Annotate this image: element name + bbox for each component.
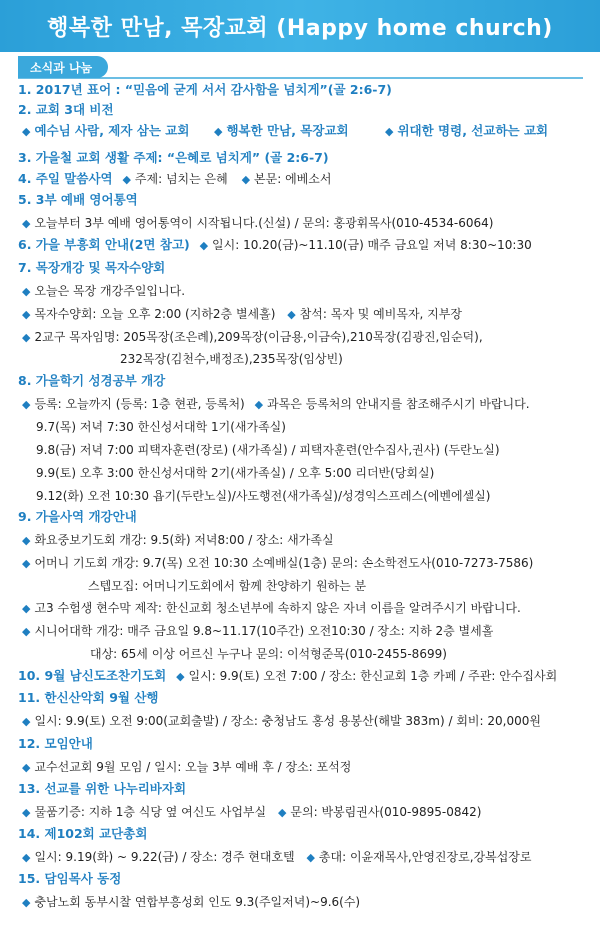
item-8f: 9.12(화) 오전 10:30 욥기(두란노실)/사도행전(새가족실)/성경익스프레스(에벤에셀실) — [36, 489, 491, 503]
item-8a: 등록: 오늘까지 (등록: 1층 현관, 등록처) — [34, 397, 245, 411]
diamond-bullet-icon: ◆ — [22, 285, 31, 298]
item-11: 일시: 9.9(토) 오전 9:00(교회출발) / 장소: 충청남도 홍성 용봉산(해발 383m) / 회비: 20,000원 — [34, 714, 541, 728]
item-9a: 화요중보기도회 개강: 9.5(화) 저녁8:00 / 장소: 새가족실 — [34, 533, 334, 547]
heading-10: 10. 9월 남신도조찬기도회 — [18, 668, 167, 683]
diamond-bullet-icon: ◆ — [22, 715, 31, 728]
diamond-bullet-icon: ◆ — [22, 761, 31, 774]
item-14b: 총대: 이윤재목사,안영진장로,강복섭장로 — [318, 850, 532, 864]
vision-3: 위대한 명령, 선교하는 교회 — [397, 123, 549, 138]
diamond-bullet-icon: ◆ — [22, 308, 31, 321]
diamond-bullet-icon: ◆ — [176, 670, 185, 683]
diamond-bullet-icon: ◆ — [287, 308, 296, 321]
heading-9: 9. 가을사역 개강안내 — [18, 509, 137, 524]
item-6: 일시: 10.20(금)~11.10(금) 매주 금요일 저녁 8:30~10:30 — [212, 238, 532, 252]
row-12 — [22, 759, 351, 776]
item-7c: 참석: 목자 및 예비목자, 지부장 — [299, 307, 462, 321]
row-4 — [18, 171, 331, 188]
row-5 — [22, 215, 493, 232]
diamond-bullet-icon: ◆ — [22, 625, 31, 638]
item-7a: 오늘은 목장 개강주일입니다. — [34, 284, 186, 298]
diamond-bullet-icon: ◆ — [22, 851, 31, 864]
row-9e — [22, 623, 493, 640]
diamond-bullet-icon: ◆ — [22, 557, 31, 570]
vision-1: 예수님 사람, 제자 삼는 교회 — [34, 123, 190, 138]
page-title: 행복한 만남, 목장교회 (Happy home church) — [47, 15, 553, 41]
item-9d: 고3 수험생 현수막 제작: 한신교회 청소년부에 속하지 않은 자녀 이름을 알려주시기 바랍니다. — [34, 601, 521, 615]
heading-3: 3. 가을철 교회 생활 주제: “은혜로 넘치게” (골 2:6-7) — [18, 150, 329, 165]
heading-13: 13. 선교를 위한 나누리바자회 — [18, 781, 187, 796]
item-12: 교수선교회 9월 모임 / 일시: 오늘 3부 예배 후 / 장소: 포석정 — [34, 760, 352, 774]
diamond-bullet-icon: ◆ — [22, 896, 31, 909]
item-15: 충남노회 동부시찰 연합부흥성회 인도 9.3(주일저녁)~9.6(수) — [34, 895, 361, 909]
item-4a: 주제: 넘치는 은혜 — [134, 172, 228, 186]
heading-14: 14. 제102회 교단총회 — [18, 826, 148, 841]
header-banner — [0, 0, 600, 52]
heading-11: 11. 한신산악회 9월 산행 — [18, 690, 159, 705]
diamond-bullet-icon: ◆ — [306, 851, 315, 864]
heading-6: 6. 가을 부흥회 안내(2면 참고) — [18, 237, 190, 252]
row-7a — [22, 283, 185, 300]
diamond-bullet-icon: ◆ — [254, 398, 264, 411]
heading-5: 5. 3부 예배 영어통역 — [18, 192, 138, 207]
row-11 — [22, 713, 541, 730]
vision-row — [22, 123, 189, 140]
row-14 — [22, 849, 531, 866]
item-14a: 일시: 9.19(화) ~ 9.22(금) / 장소: 경주 현대호텔 — [34, 850, 295, 864]
row-10 — [18, 668, 557, 685]
item-7d: 2교구 목자임명: 205목장(조은례),209목장(이금용,이금숙),210목장(김광진,임순덕), — [34, 330, 483, 344]
item-13a: 물품기증: 지하 1층 식당 옆 여신도 사업부실 — [34, 805, 267, 819]
diamond-bullet-icon: ◆ — [22, 125, 31, 138]
heading-15: 15. 담임목사 동정 — [18, 871, 122, 886]
item-8b: 과목은 등록처의 안내지를 참조해주시기 바랍니다. — [267, 397, 530, 411]
row-13 — [22, 804, 481, 821]
tab-underline — [18, 72, 583, 80]
diamond-bullet-icon: ◆ — [22, 806, 31, 819]
heading-7: 7. 목장개강 및 목자수양회 — [18, 260, 166, 275]
diamond-bullet-icon: ◆ — [385, 125, 394, 138]
heading-2: 2. 교회 3대 비전 — [18, 102, 114, 117]
item-8d: 9.8(금) 저녁 7:00 피택자훈련(장로) (새가족실) / 피택자훈련(안수집사,권사) (두란노실) — [36, 443, 500, 457]
diamond-bullet-icon: ◆ — [241, 173, 251, 186]
row-15 — [22, 894, 360, 911]
section-tab-label: 소식과 나눔 — [30, 60, 93, 75]
row-8a — [22, 396, 530, 413]
item-9b: 어머니 기도회 개강: 9.7(목) 오전 10:30 소예배실(1층) 문의: 손소학전도사(010-7273-7586) — [34, 556, 534, 570]
row-7d — [22, 329, 483, 346]
row-7b — [22, 306, 462, 323]
item-9c: 스텝모집: 어머니기도회에서 함께 찬양하기 원하는 분 — [88, 579, 367, 593]
diamond-bullet-icon: ◆ — [22, 331, 31, 344]
item-7b: 목자수양회: 오늘 오후 2:00 (지하2층 별세홀) — [34, 307, 276, 321]
row-9d — [22, 600, 521, 617]
heading-1: 1. 2017년 표어 : “믿음에 굳게 서서 감사함을 넘치게”(골 2:6-7) — [18, 82, 392, 97]
heading-4: 4. 주일 말씀사역 — [18, 171, 113, 186]
row-9b — [22, 555, 533, 572]
item-7e: 232목장(김천수,배정조),235목장(임상빈) — [120, 352, 343, 366]
item-8c: 9.7(목) 저녁 7:30 한신성서대학 1기(새가족실) — [36, 420, 286, 434]
row-9a — [22, 532, 334, 549]
vision-row-2 — [214, 123, 349, 140]
item-4b: 본문: 에베소서 — [254, 172, 332, 186]
item-5: 오늘부터 3부 예배 영어통역이 시작됩니다.(신설) / 문의: 홍광휘목사(010-4534-6064) — [34, 216, 494, 230]
vision-2: 행복한 만남, 목장교회 — [226, 123, 349, 138]
item-9f: 대상: 65세 이상 어르신 누구나 문의: 이석형준목(010-2455-8699) — [90, 647, 447, 661]
diamond-bullet-icon: ◆ — [199, 239, 209, 252]
item-8e: 9.9(토) 오후 3:00 한신성서대학 2기(새가족실) / 오후 5:00 리더반(당회실) — [36, 466, 435, 480]
heading-8: 8. 가을학기 성경공부 개강 — [18, 373, 166, 388]
diamond-bullet-icon: ◆ — [122, 173, 131, 186]
heading-12: 12. 모임안내 — [18, 736, 93, 751]
item-13b: 문의: 박봉림권사(010-9895-0842) — [290, 805, 482, 819]
diamond-bullet-icon: ◆ — [22, 217, 31, 230]
diamond-bullet-icon: ◆ — [22, 398, 31, 411]
item-9e: 시니어대학 개강: 매주 금요일 9.8~11.17(10주간) 오전10:30 / 장소: 지하 2층 별세홀 — [34, 624, 494, 638]
diamond-bullet-icon: ◆ — [22, 602, 31, 615]
item-10: 일시: 9.9(토) 오전 7:00 / 장소: 한신교회 1층 카페 / 주관: 안수집사회 — [188, 669, 558, 683]
diamond-bullet-icon: ◆ — [22, 534, 31, 547]
vision-row-3 — [385, 123, 548, 140]
diamond-bullet-icon: ◆ — [277, 806, 287, 819]
row-6 — [18, 237, 532, 254]
diamond-bullet-icon: ◆ — [214, 125, 223, 138]
